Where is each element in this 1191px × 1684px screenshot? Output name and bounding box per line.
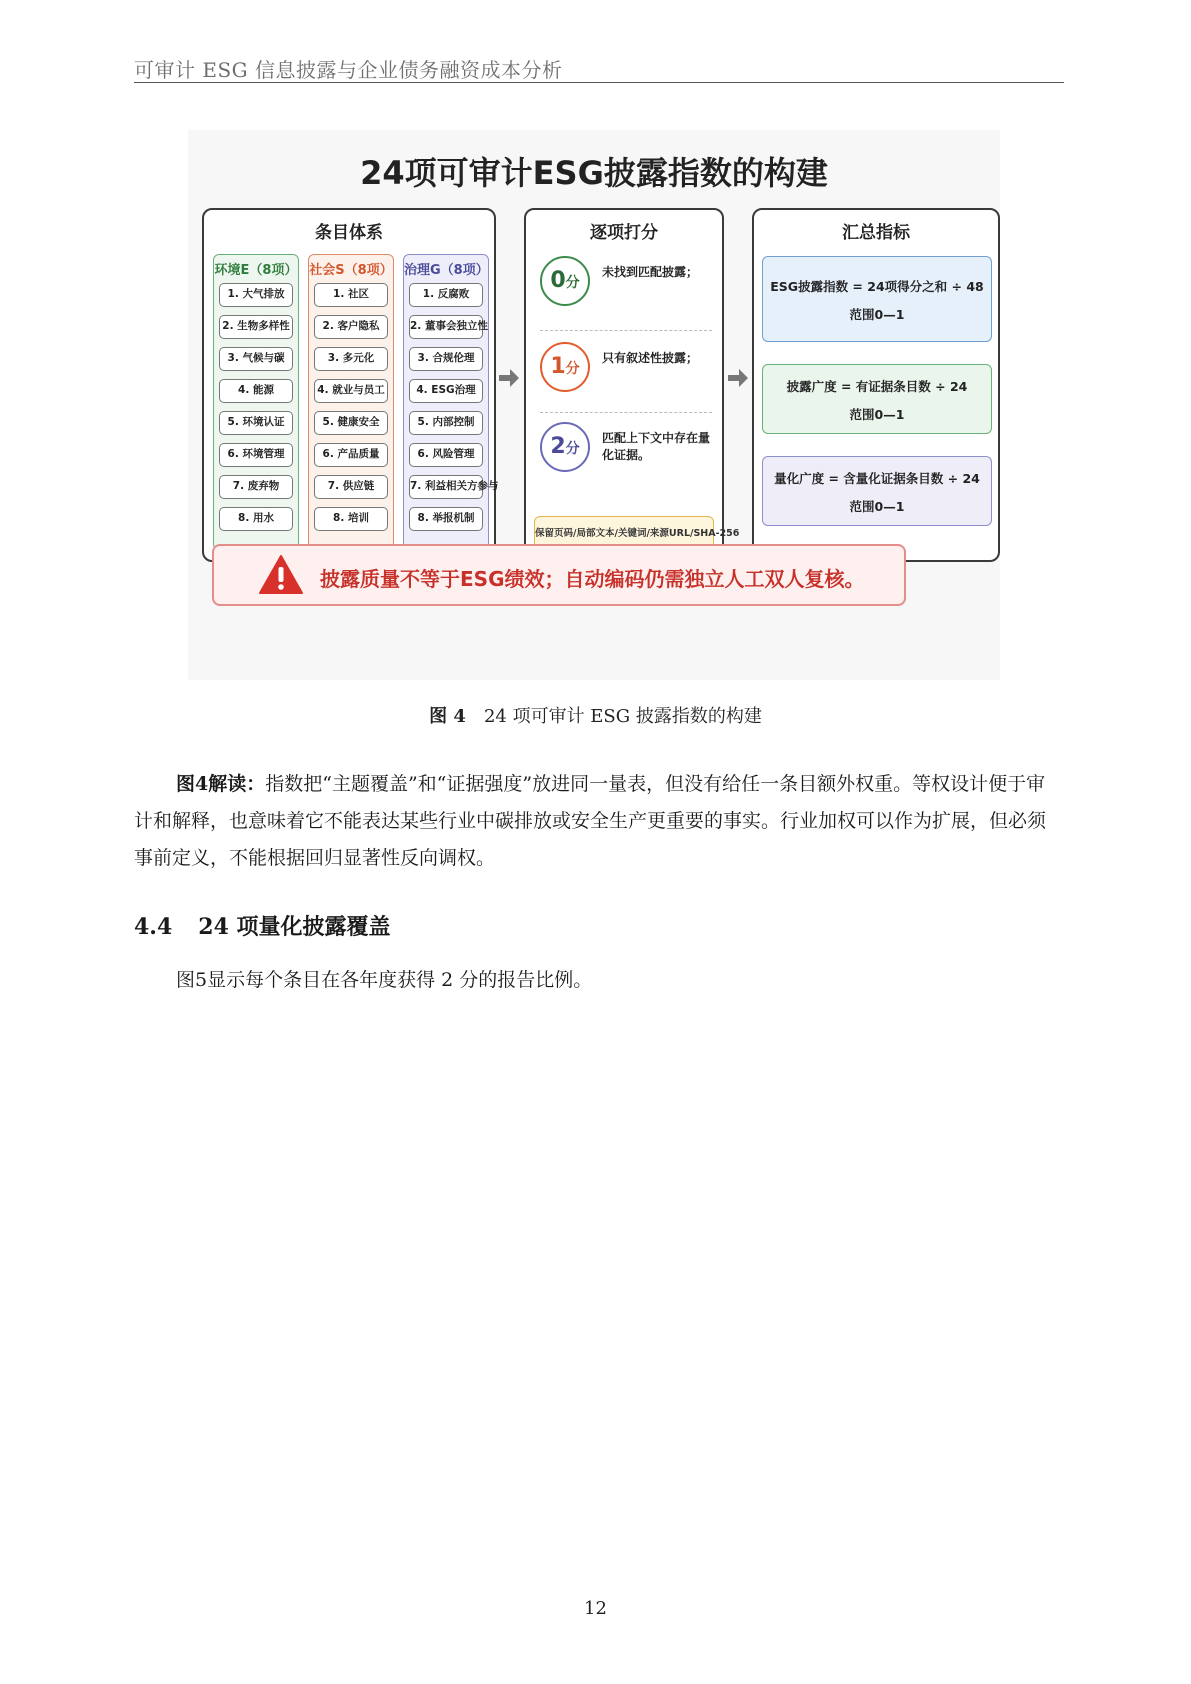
metric-range: 范围0—1 <box>849 499 905 514</box>
dashed-divider <box>540 412 712 413</box>
panel-item-system <box>202 208 499 562</box>
item-box: 3. 多元化 <box>314 347 388 371</box>
score-badge: 1分 <box>540 342 590 392</box>
interpretation-text: 指数把“主题覆盖”和“证据强度”放进同一量表，但没有给任一条目额外权重。等权设计便于审计和解释，也意味着它不能表达某些行业中碳排放或安全生产更重要的事实。行业加权可以作为扩展，但必须事前定义，不能根据回归显著性反向调权。 <box>134 773 1047 869</box>
dashed-divider <box>540 330 712 331</box>
interpretation-paragraph <box>134 766 1064 877</box>
item-box: 2. 董事会独立性 <box>409 315 483 339</box>
panel-scoring <box>524 208 740 562</box>
metric-formula: 披露广度 = 有证据条目数 ÷ 24 <box>786 379 968 394</box>
item-box: 4. 能源 <box>219 379 293 403</box>
item-box: 8. 用水 <box>219 507 293 531</box>
column-social <box>308 254 394 550</box>
panel-summary <box>752 208 1000 562</box>
arrow-right-icon <box>497 366 521 390</box>
item-box: 1. 社区 <box>314 283 388 307</box>
caption-label: 图 4 <box>429 706 466 727</box>
item-box: 5. 内部控制 <box>409 411 483 435</box>
interpretation-label: 图4解读： <box>176 773 266 795</box>
panel-title: 条目体系 <box>315 223 383 243</box>
score-row-1 <box>536 336 714 414</box>
column-header: 环境E（8项） <box>214 263 298 278</box>
item-box: 4. 就业与员工 <box>314 379 388 403</box>
item-box: 5. 环境认证 <box>219 411 293 435</box>
running-head: 可审计 ESG 信息披露与企业债务融资成本分析 <box>134 58 563 82</box>
item-box: 3. 合规伦理 <box>409 347 483 371</box>
item-box: 4. ESG治理 <box>409 379 483 403</box>
panel-title: 汇总指标 <box>842 223 910 243</box>
item-box: 2. 客户隐私 <box>314 315 388 339</box>
metric-range: 范围0—1 <box>849 307 905 322</box>
figure-caption <box>0 702 1191 728</box>
metric-quantitative-breadth <box>762 456 992 526</box>
column-governance <box>403 254 499 550</box>
metric-disclosure-breadth <box>762 364 992 434</box>
metric-formula: ESG披露指数 = 24项得分之和 ÷ 48 <box>770 279 984 294</box>
warning-banner <box>212 544 906 606</box>
item-box: 6. 环境管理 <box>219 443 293 467</box>
score-description: 匹配上下文中存在量化证据。 <box>602 431 711 462</box>
warning-text: 披露质量不等于ESG绩效；自动编码仍需独立人工双人复核。 <box>320 567 865 591</box>
item-box: 3. 气候与碳 <box>219 347 293 371</box>
score-description: 未找到匹配披露； <box>602 265 699 279</box>
metric-formula: 量化广度 = 含量化证据条目数 ÷ 24 <box>774 471 980 486</box>
arrow-right-icon <box>726 366 750 390</box>
column-header: 治理G（8项） <box>404 263 489 278</box>
item-box: 5. 健康安全 <box>314 411 388 435</box>
item-box: 2. 生物多样性 <box>219 315 293 339</box>
item-box: 1. 大气排放 <box>219 283 293 307</box>
score-description: 只有叙述性披露； <box>602 351 699 365</box>
header-rule <box>134 82 1064 83</box>
body-paragraph: 图5显示每个条目在各年度获得 2 分的报告比例。 <box>176 969 593 991</box>
item-box: 7. 废弃物 <box>219 475 293 499</box>
score-row-2 <box>536 416 714 494</box>
evidence-trail-box: 保留页码/局部文本/关键词/来源URL/SHA-256 <box>534 516 714 552</box>
item-box: 6. 产品质量 <box>314 443 388 467</box>
item-box: 8. 培训 <box>314 507 388 531</box>
section-heading <box>134 910 391 941</box>
score-badge: 2分 <box>540 422 590 472</box>
item-box: 6. 风险管理 <box>409 443 483 467</box>
item-box: 8. 举报机制 <box>409 507 483 531</box>
item-box: 7. 供应链 <box>314 475 388 499</box>
score-badge: 0分 <box>540 256 590 306</box>
item-box: 1. 反腐败 <box>409 283 483 307</box>
column-environment <box>213 254 299 550</box>
metric-esg-index <box>762 256 992 342</box>
section-number: 4.4 <box>134 914 173 940</box>
page-number: 12 <box>584 1598 607 1619</box>
item-box: 7. 利益相关方参与 <box>409 475 483 499</box>
column-header: 社会S（8项） <box>309 263 393 278</box>
metric-range: 范围0—1 <box>849 407 905 422</box>
figure-4 <box>188 130 1000 680</box>
panel-title: 逐项打分 <box>590 223 658 243</box>
warning-icon <box>258 554 304 596</box>
score-row-0 <box>536 250 714 328</box>
section-title: 24 项量化披露覆盖 <box>198 914 391 940</box>
figure-title: 24项可审计ESG披露指数的构建 <box>360 154 828 192</box>
caption-text: 24 项可审计 ESG 披露指数的构建 <box>483 706 762 727</box>
